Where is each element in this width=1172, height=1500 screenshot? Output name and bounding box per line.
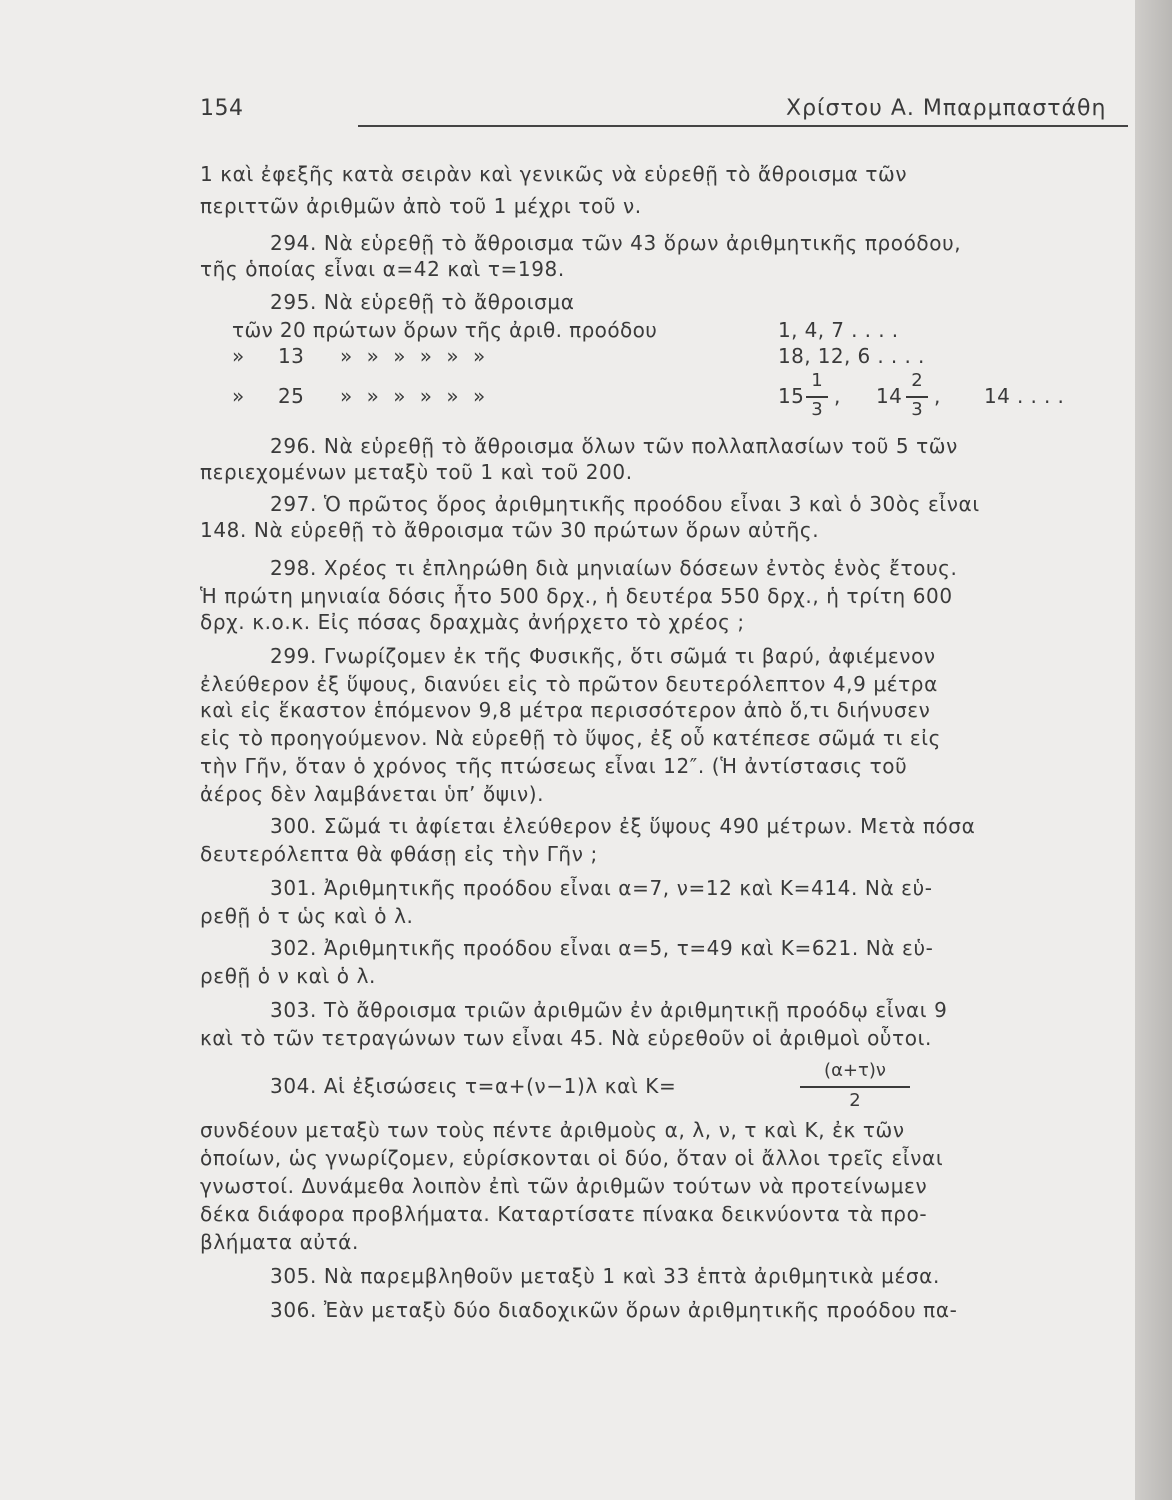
fraction-denominator: 3 (811, 399, 823, 420)
table-row-3-lead: » (232, 384, 245, 408)
text-line: τῆς ὁποίας εἶναι α=42 καὶ τ=198. (200, 257, 565, 281)
table-row-2-n: 13 (278, 344, 305, 368)
header-rule (358, 125, 1128, 127)
text-line: 297. Ὁ πρῶτος ὅρος ἀριθμητικῆς προόδου εἶναι 3 καὶ ὁ 30ὸς εἶναι (270, 492, 980, 516)
text-line: 303. Τὸ ἄθροισμα τριῶν ἀριθμῶν ἐν ἀριθμητικῇ προόδῳ εἶναι 9 (270, 998, 948, 1022)
text-line: γνωστοί. Δυνάμεθα λοιπὸν ἐπὶ τῶν ἀριθμῶν τούτων νὰ προτείνωμεν (200, 1174, 928, 1198)
fraction-numerator: 1 (811, 370, 823, 391)
text-line: 295. Νὰ εὑρεθῇ τὸ ἄθροισμα (270, 290, 575, 314)
text-line: ὁποίων, ὡς γνωρίζομεν, εὑρίσκονται οἱ δύο, ὅταν οἱ ἄλλοι τρεῖς εἶναι (200, 1146, 944, 1170)
text-line: καὶ τὸ τῶν τετραγώνων των εἶναι 45. Νὰ εὑρεθοῦν οἱ ἀριθμοὶ οὗτοι. (200, 1026, 932, 1050)
text-line: ρεθῇ ὁ τ ὡς καὶ ὁ λ. (200, 904, 414, 928)
text-line: δευτερόλεπτα θὰ φθάσῃ εἰς τὴν Γῆν ; (200, 842, 598, 866)
text-line: 306. Ἐὰν μεταξὺ δύο διαδοχικῶν ὅρων ἀριθμητικῆς προόδου πα- (270, 1298, 958, 1322)
table-row-2-lead: » (232, 344, 245, 368)
text-line: ρεθῇ ὁ ν καὶ ὁ λ. (200, 964, 376, 988)
mixed-number-whole: 14 (876, 384, 903, 408)
text-line: ἐλεύθερον ἐξ ὕψους, διανύει εἰς τὸ πρῶτον δευτερόλεπτον 4,9 μέτρα (200, 672, 938, 696)
text-line: δέκα διάφορα προβλήματα. Καταρτίσατε πίνακα δεικνύοντα τὰ προ- (200, 1202, 928, 1226)
text-line: τὴν Γῆν, ὅταν ὁ χρόνος τῆς πτώσεως εἶναι 12″. (Ἡ ἀντίστασις τοῦ (200, 754, 908, 778)
table-row-3-tail: 14 . . . . (984, 384, 1065, 408)
text-line: εἰς τὸ προηγούμενον. Νὰ εὑρεθῇ τὸ ὕψος, ἐξ οὗ κατέπεσε σῶμά τι εἰς (200, 726, 941, 750)
text-line: καὶ εἰς ἕκαστον ἑπόμενον 9,8 μέτρα περισσότερον ἀπὸ ὅ,τι διήνυσεν (200, 698, 931, 722)
mixed-number-whole: 15 (778, 384, 805, 408)
running-head: Χρίστου Α. Μπαρμπαστάθη (786, 96, 1107, 121)
text-line: 296. Νὰ εὑρεθῇ τὸ ἄθροισμα ὅλων τῶν πολλαπλασίων τοῦ 5 τῶν (270, 434, 958, 458)
table-row-3-ditto: » » » » » » (340, 384, 490, 408)
table-row-3-n: 25 (278, 384, 305, 408)
separator: , (834, 384, 841, 408)
text-line: Ἡ πρώτη μηνιαία δόσις ἦτο 500 δρχ., ἡ δευτέρα 550 δρχ., ἡ τρίτη 600 (200, 584, 953, 608)
text-line: 305. Νὰ παρεμβληθοῦν μεταξὺ 1 καὶ 33 ἑπτὰ ἀριθμητικὰ μέσα. (270, 1264, 940, 1288)
fraction-bar (806, 396, 828, 398)
formula-numerator: (α+τ)ν (824, 1060, 886, 1081)
text-line: 300. Σῶμά τι ἀφίεται ἐλεύθερον ἐξ ὕψους 490 μέτρων. Μετὰ πόσα (270, 814, 976, 838)
fraction-denominator: 3 (911, 399, 923, 420)
text-line: 1 καὶ ἐφεξῆς κατὰ σειρὰν καὶ γενικῶς νὰ εὑρεθῇ τὸ ἄθροισμα τῶν (200, 162, 908, 186)
formula-bar (800, 1086, 910, 1088)
text-line: 298. Χρέος τι ἐπληρώθη διὰ μηνιαίων δόσεων ἐντὸς ἑνὸς ἔτους. (270, 556, 958, 580)
text-line: συνδέουν μεταξὺ των τοὺς πέντε ἀριθμοὺς α, λ, ν, τ καὶ Κ, ἐκ τῶν (200, 1118, 905, 1142)
table-row-2-terms: 18, 12, 6 . . . . (778, 344, 925, 368)
text-line: ἀέρος δὲν λαμβάνεται ὑπ’ ὄψιν). (200, 782, 545, 806)
text-line: 304. Αἱ ἐξισώσεις τ=α+(ν−1)λ καὶ Κ= (270, 1074, 677, 1098)
page-edge-shadow (1135, 0, 1172, 1500)
text-line: δρχ. κ.ο.κ. Εἰς πόσας δραχμὰς ἀνήρχετο τὸ χρέος ; (200, 610, 745, 634)
fraction-numerator: 2 (911, 370, 923, 391)
table-row-1-text: τῶν 20 πρώτων ὅρων τῆς ἀριθ. προόδου (232, 318, 658, 342)
formula-denominator: 2 (849, 1090, 861, 1111)
text-line: περιττῶν ἀριθμῶν ἀπὸ τοῦ 1 μέχρι τοῦ ν. (200, 194, 642, 218)
table-row-1-terms: 1, 4, 7 . . . . (778, 318, 899, 342)
text-line: περιεχομένων μεταξὺ τοῦ 1 καὶ τοῦ 200. (200, 460, 633, 484)
text-line: βλήματα αὐτά. (200, 1230, 359, 1254)
page-number: 154 (200, 96, 244, 121)
text-line: 148. Νὰ εὑρεθῇ τὸ ἄθροισμα τῶν 30 πρώτων ὅρων αὐτῆς. (200, 518, 820, 542)
table-row-2-ditto: » » » » » » (340, 344, 490, 368)
text-line: 301. Ἀριθμητικῆς προόδου εἶναι α=7, ν=12 καὶ Κ=414. Νὰ εὑ- (270, 876, 933, 900)
text-line: 294. Νὰ εὑρεθῇ τὸ ἄθροισμα τῶν 43 ὅρων ἀριθμητικῆς προόδου, (270, 231, 962, 255)
text-line: 299. Γνωρίζομεν ἐκ τῆς Φυσικῆς, ὅτι σῶμά τι βαρύ, ἀφιέμενον (270, 644, 936, 668)
fraction-bar (906, 396, 928, 398)
separator: , (934, 384, 941, 408)
text-line: 302. Ἀριθμητικῆς προόδου εἶναι α=5, τ=49 καὶ Κ=621. Νὰ εὑ- (270, 936, 934, 960)
